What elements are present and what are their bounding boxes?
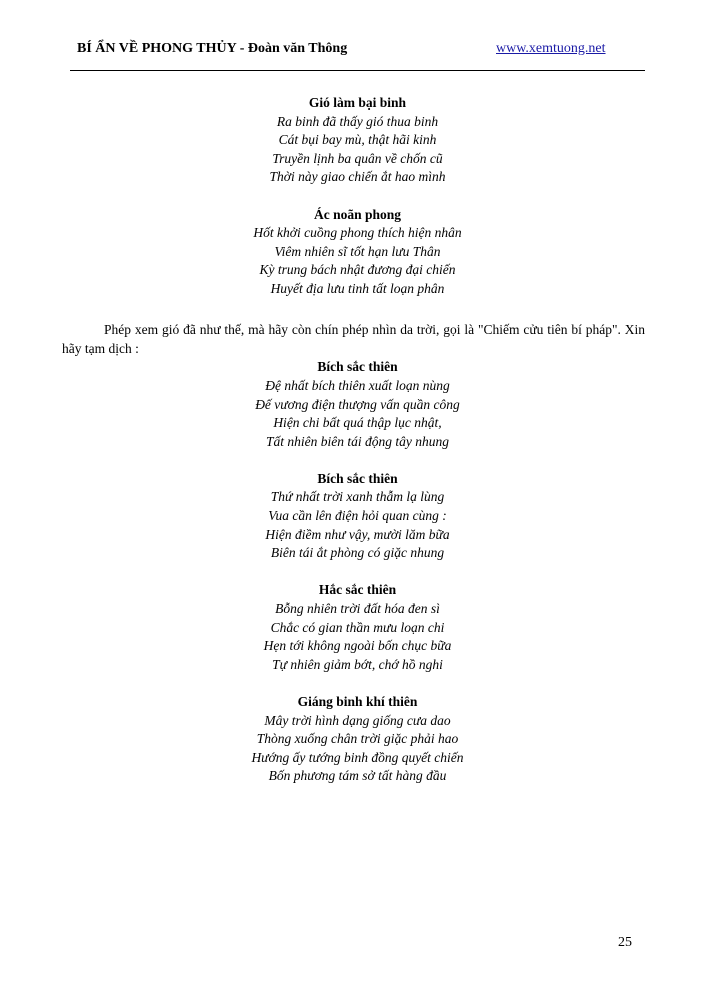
poem-line: Hẹn tới không ngoài bốn chục bữa (263, 638, 452, 654)
poem-line: Thời này giao chiến ắt hao mình (269, 169, 446, 185)
page-content (62, 94, 645, 786)
poem-line: Tự nhiên giảm bớt, chớ hồ nghi (272, 656, 443, 672)
page-number: 25 (618, 935, 632, 950)
poem-line: Viêm nhiên sĩ tốt hạn lưu Thân (274, 243, 441, 259)
poem-ac-noan-phong (70, 206, 645, 299)
poem-line: Đệ nhất bích thiên xuất loạn nùng (265, 377, 450, 393)
poem-line: Tất nhiên biên tái động tây nhung (266, 433, 449, 449)
poem-line: Bỗng nhiên trời đất hóa đen sì (275, 601, 440, 617)
poem-bich-sac-thien-2 (70, 470, 645, 563)
poem-line: Cát bụi bay mù, thật hãi kinh (278, 132, 437, 148)
body-paragraph: Phép xem gió đã như thế, mà hãy còn chín phép nhìn da trời, gọi là "Chiếm cửu tiên bí pháp". Xin hãy tạm dịch : (62, 322, 645, 356)
poem-line: Huyết địa lưu tinh tất loạn phân (270, 280, 445, 296)
poem-title: Bích sắc thiên (317, 359, 398, 375)
poem-giang-binh-khi-thien (70, 693, 645, 786)
poem-bich-sac-thien-1 (70, 358, 645, 451)
website-link[interactable]: www.xemtuong.net (496, 41, 606, 56)
poem-title: Ác noãn phong (313, 206, 402, 222)
poem-line: Bốn phương tám sở tất hàng đầu (268, 768, 447, 784)
poem-line: Ra binh đã thấy gió thua binh (276, 113, 439, 129)
poem-line: Thứ nhất trời xanh thẫm lạ lùng (270, 489, 445, 505)
poem-line: Biên tái ắt phòng có giặc nhung (270, 545, 445, 561)
header-divider (70, 70, 645, 71)
page-header (0, 0, 702, 72)
poem-title: Bích sắc thiên (317, 470, 398, 486)
poem-hac-sac-thien (70, 581, 645, 674)
poem-line: Kỳ trung bách nhật đương đại chiến (259, 262, 456, 278)
poem-title: Hắc sắc thiên (318, 582, 397, 598)
poem-line: Vua cần lên điện hỏi quan cùng : (268, 508, 447, 524)
poem-line: Hướng ấy tướng binh đồng quyết chiến (251, 749, 464, 765)
poem-line: Đế vương điện thượng vấn quần công (255, 396, 460, 412)
poem-line: Hốt khởi cuồng phong thích hiện nhân (253, 225, 462, 241)
poem-title: Gió làm bại binh (308, 95, 407, 110)
poem-line: Hiện điềm như vậy, mười lăm bữa (265, 526, 450, 542)
poem-line: Truyền lịnh ba quân về chốn cũ (272, 150, 443, 166)
poem-line: Chắc có gian thần mưu loạn chi (270, 619, 445, 635)
poem-line: Mây trời hình dạng giống cưa dao (264, 712, 451, 728)
header-title: BÍ ẨN VỀ PHONG THỦY - Đoàn văn Thông (77, 41, 348, 56)
poem-gio-lam-bai-binh (70, 94, 645, 187)
poem-line: Hiện chi bất quá thập lục nhật, (273, 415, 442, 431)
poem-title: Giáng binh khí thiên (297, 694, 418, 709)
poem-line: Thòng xuống chân trời giặc phải hao (256, 731, 459, 747)
